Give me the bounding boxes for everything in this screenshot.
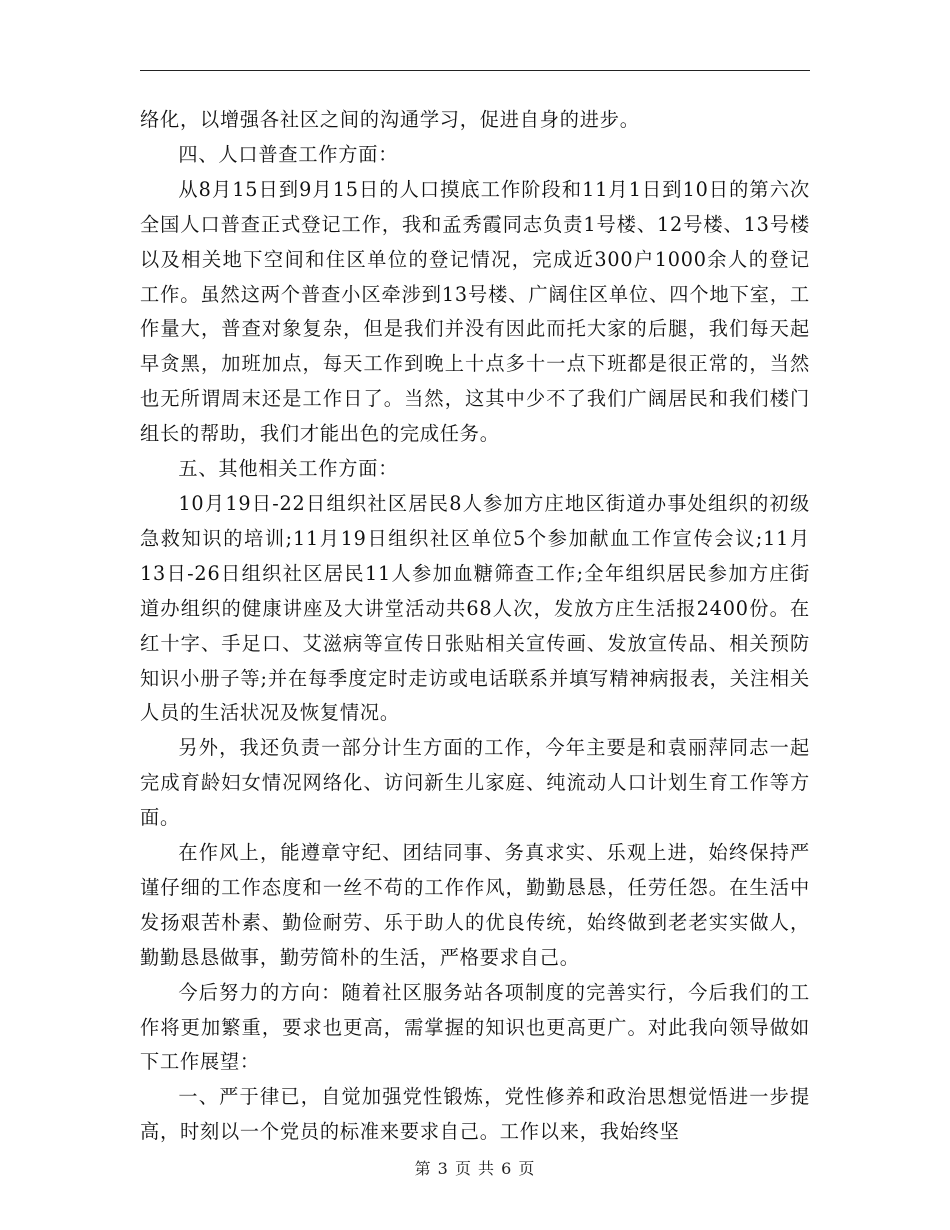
section-heading-census: 四、人口普查工作方面：: [178, 142, 399, 166]
section-heading-other-work: 五、其他相关工作方面：: [178, 457, 399, 481]
paragraph-self-discipline: 一、严于律已，自觉加强党性锻炼，党性修养和政治思想觉悟进一步提高，时刻以一个党员的标准来要求自己。工作以来，我始终坚: [140, 1085, 810, 1144]
paragraph-other-work: 10月19日-22日组织社区居民8人参加方庄地区街道办事处组织的初级急救知识的培训;11月19日组织社区单位5个参加献血工作宣传会议;11月13日-26日组织社区居民11人参加血糖筛查工作;全年组织居民参加方庄街道办组织的健康讲座及大讲堂活动共68人次，发放方庄生活报2400份。在红十字、手足口、艾滋病等宣传日张贴相关宣传画、发放宣传品、相关预防知识小册子等;并在每季度定时走访或电话联系并填写精神病报表，关注相关人员的生活状况及恢复情况。: [140, 491, 810, 725]
paragraph-work-style: 在作风上，能遵章守纪、团结同事、务真求实、乐观上进，始终保持严谨仔细的工作态度和一丝不苟的工作作风，勤勤恳恳，任劳任怨。在生活中发扬艰苦朴素、勤俭耐劳、乐于助人的优良传统，始终做到老老实实做人，勤勤恳恳做事，勤劳简朴的生活，严格要求自己。: [140, 841, 810, 969]
page-number-footer: 第 3 页 共 6 页: [414, 1159, 536, 1178]
paragraph-future-direction: 今后努力的方向：随着社区服务站各项制度的完善实行，今后我们的工作将更加繁重，要求也更高，需掌握的知识也更高更广。对此我向领导做如下工作展望：: [140, 980, 810, 1074]
header-rule: [140, 70, 810, 71]
document-body: [140, 103, 810, 1150]
paragraph-family-planning: 另外，我还负责一部分计生方面的工作，今年主要是和袁丽萍同志一起完成育龄妇女情况网络化、访问新生儿家庭、纯流动人口计划生育工作等方面。: [140, 736, 810, 830]
paragraph-census-work: 从8月15日到9月15日的人口摸底工作阶段和11月1日到10日的第六次全国人口普查正式登记工作，我和孟秀霞同志负责1号楼、12号楼、13号楼以及相关地下空间和住区单位的登记情况，完成近300户1000余人的登记工作。虽然这两个普查小区牵涉到13号楼、广阔住区单位、四个地下室，工作量大，普查对象复杂，但是我们并没有因此而托大家的后腿，我们每天起早贪黑，加班加点，每天工作到晚上十点多十一点下班都是很正常的，当然也无所谓周末还是工作日了。当然，这其中少不了我们广阔居民和我们楼门组长的帮助，我们才能出色的完成任务。: [140, 177, 810, 446]
paragraph-continuation: 络化，以增强各社区之间的沟通学习，促进自身的进步。: [140, 108, 640, 131]
